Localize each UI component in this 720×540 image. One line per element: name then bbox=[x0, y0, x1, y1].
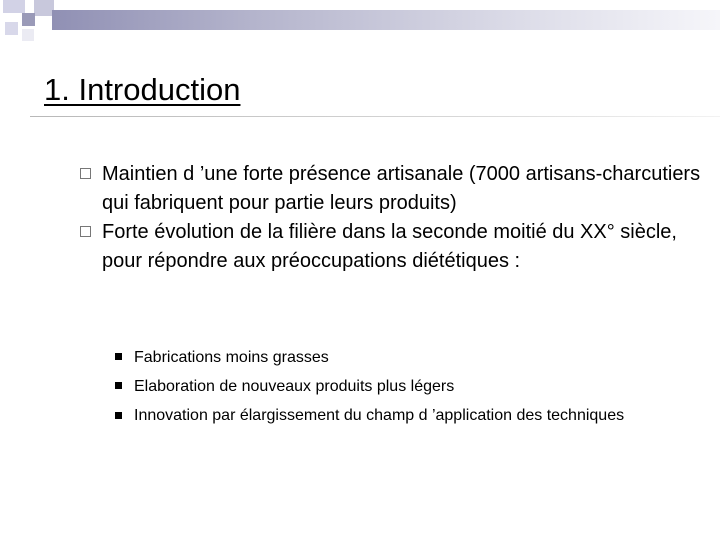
title-divider bbox=[30, 116, 720, 117]
header-gradient-bar bbox=[52, 10, 720, 30]
decorative-square bbox=[22, 13, 35, 26]
decorative-square bbox=[5, 22, 18, 35]
filled-square-bullet-icon bbox=[115, 382, 122, 389]
bullet-list bbox=[80, 160, 710, 276]
sub-bullet-item bbox=[115, 372, 675, 401]
sub-bullet-text: Elaboration de nouveaux produits plus légers bbox=[134, 378, 455, 395]
bullet-item bbox=[80, 160, 710, 218]
bullet-text: Maintien d ’une forte présence artisanale (7000 artisans-charcutiers qui fabriquent pour partie leurs produits) bbox=[102, 163, 701, 214]
decorative-square bbox=[3, 0, 25, 13]
decorative-square bbox=[34, 0, 54, 16]
sub-bullet-text: Fabrications moins grasses bbox=[134, 349, 329, 366]
slide-title: 1. Introduction bbox=[44, 72, 241, 107]
decorative-square bbox=[22, 29, 34, 41]
sub-bullet-item bbox=[115, 343, 675, 372]
sub-bullet-item bbox=[115, 401, 675, 428]
bullet-text: Forte évolution de la filière dans la seconde moitié du XX° siècle, pour répondre aux préoccupations diététiques : bbox=[102, 221, 677, 272]
square-bullet-icon bbox=[80, 168, 91, 179]
sub-bullet-text: Innovation par élargissement du champ d ’application des techniques bbox=[134, 407, 625, 424]
square-bullet-icon bbox=[80, 226, 91, 237]
bullet-item bbox=[80, 218, 710, 276]
filled-square-bullet-icon bbox=[115, 412, 122, 419]
sub-bullet-list bbox=[115, 343, 675, 428]
filled-square-bullet-icon bbox=[115, 353, 122, 360]
